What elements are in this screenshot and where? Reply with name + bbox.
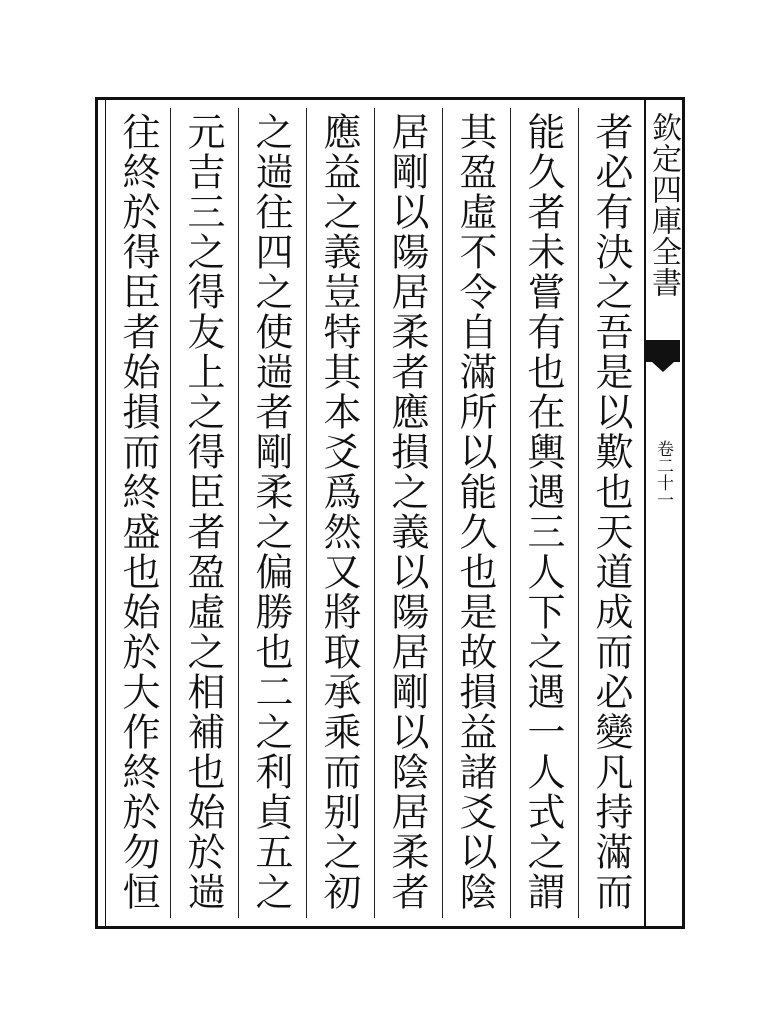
text-column-3 bbox=[447, 112, 503, 912]
text-column-5 bbox=[311, 112, 367, 912]
margin-volume-label bbox=[644, 440, 682, 508]
column-text: 之遄往四之使遄者剛柔之偏勝也二之利貞五之 bbox=[249, 112, 293, 912]
column-text: 能久者未嘗有也在輿遇三人下之遇一人式之謂 bbox=[521, 112, 565, 912]
column-text: 居剛以陽居柔者應損之義以陽居剛以陰居柔者 bbox=[385, 112, 429, 912]
margin-title bbox=[644, 112, 682, 298]
frame-inner-rule bbox=[105, 97, 106, 929]
column-rule bbox=[578, 108, 579, 918]
column-text: 應益之義豈特其本爻爲然又將取承乘而别之初 bbox=[317, 112, 361, 912]
column-rule bbox=[306, 108, 307, 918]
column-text: 元吉三之得友上之得臣者盈虛之相補也始於遄 bbox=[181, 112, 225, 912]
column-text: 其盈虛不令自滿所以能久也是故損益諸爻以陰 bbox=[453, 112, 497, 912]
column-rule bbox=[374, 108, 375, 918]
column-text: 者必有決之吾是以歎也天道成而必變凡持滿而 bbox=[589, 112, 633, 912]
column-rule bbox=[170, 108, 171, 918]
text-column-2 bbox=[515, 112, 571, 912]
text-column-8 bbox=[110, 112, 166, 912]
text-column-7 bbox=[175, 112, 231, 912]
column-rule bbox=[442, 108, 443, 918]
fishtail-mark-icon bbox=[646, 340, 680, 362]
text-column-4 bbox=[379, 112, 435, 912]
text-column-6 bbox=[243, 112, 299, 912]
column-rule bbox=[510, 108, 511, 918]
column-rule bbox=[238, 108, 239, 918]
text-column-1 bbox=[583, 112, 639, 912]
column-text: 往終於得臣者始損而終盛也始於大作終於勿恒 bbox=[116, 112, 160, 912]
margin-volume-text: 卷二十一 bbox=[653, 440, 673, 508]
margin-title-text: 欽定四庫全書 bbox=[646, 112, 681, 298]
